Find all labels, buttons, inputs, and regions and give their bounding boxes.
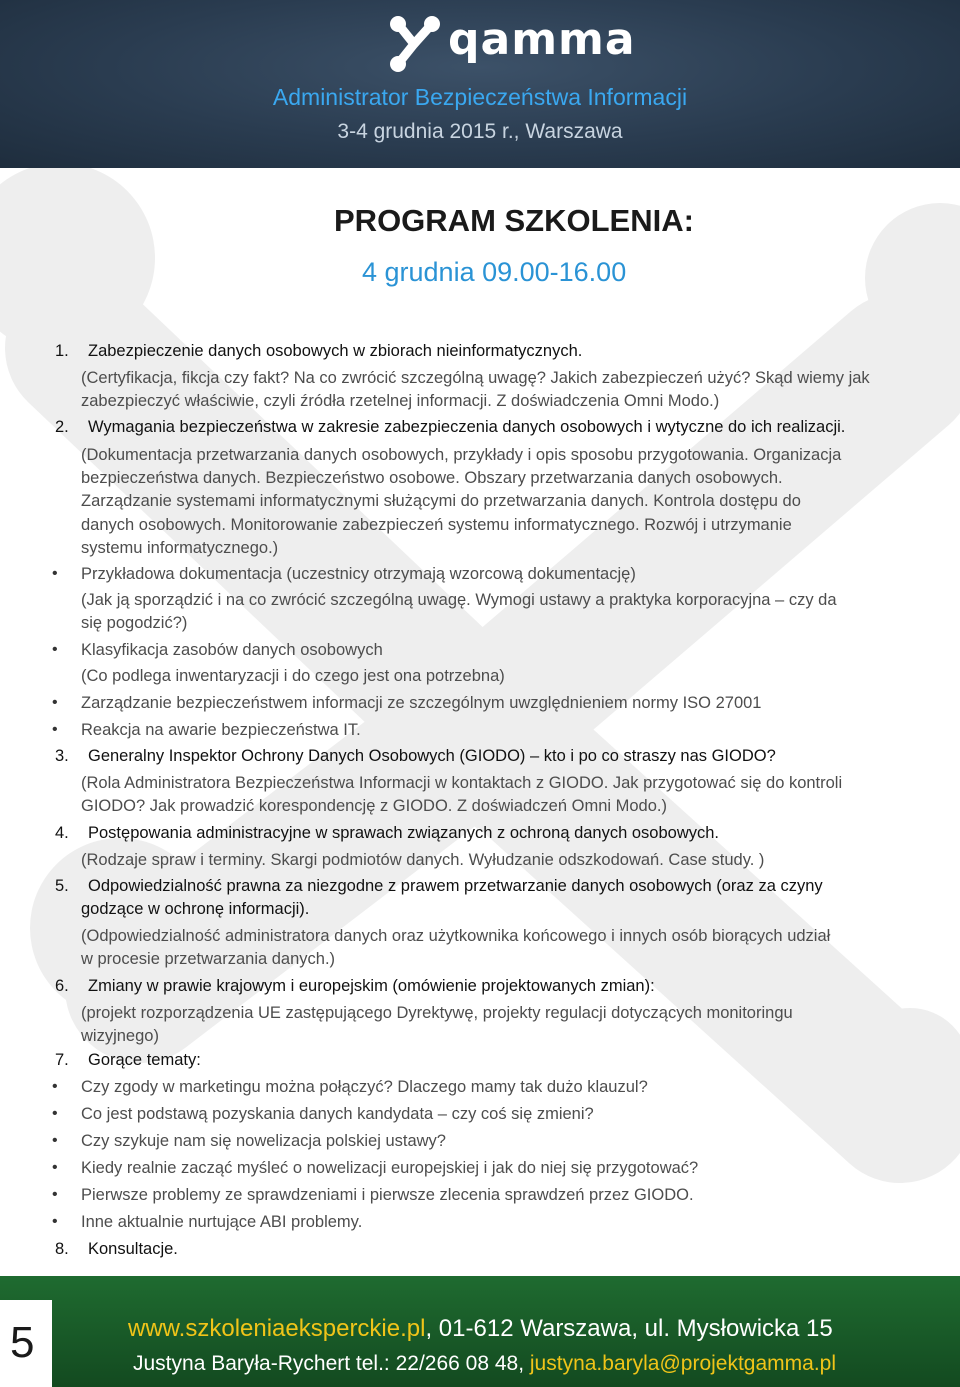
email-link[interactable]: justyna.baryla@projektgamma.pl <box>529 1352 837 1375</box>
section-number: 2. <box>55 418 69 436</box>
section-detail: GIODO? Jak prowadzić korespondencję z GIODO. Z doświadczeń Omni Modo.) <box>81 797 667 815</box>
section-number: 7. <box>55 1051 69 1069</box>
section-heading: Konsultacje. <box>88 1240 178 1258</box>
section-detail: Klasyfikacja zasobów danych osobowych <box>81 641 383 659</box>
bullet-icon: • <box>52 721 58 738</box>
section-heading: Generalny Inspektor Ochrony Danych Osobowych (GIODO) – kto i po co straszy nas GIODO? <box>88 747 776 765</box>
footer-contact: Justyna Baryła-Rychert tel.: 22/266 08 48, <box>133 1352 530 1375</box>
section-heading: Zabezpieczenie danych osobowych w zbiorach nieinformatycznych. <box>88 342 583 360</box>
section-number: 8. <box>55 1240 69 1258</box>
section-number: 6. <box>55 977 69 995</box>
bullet-icon: • <box>52 641 58 658</box>
logo-text: qamma <box>448 14 636 65</box>
section-heading: Zmiany w prawie krajowym i europejskim (omówienie projektowanych zmian): <box>88 977 655 995</box>
section-heading: Gorące tematy: <box>88 1051 201 1069</box>
section-detail: (Odpowiedzialność administratora danych oraz użytkownika końcowego i innych osób biorących udział <box>81 927 831 945</box>
section-detail: (Rola Administratora Bezpieczeństwa Informacji w kontaktach z GIODO. Jak przygotować się do kontroli <box>81 774 843 792</box>
section-detail: bezpieczeństwa danych. Bezpieczeństwo osobowe. Obszary przetwarzania danych osobowych. <box>81 469 783 487</box>
section-detail: Czy zgody w marketingu można połączyć? Dlaczego mamy tak dużo klauzul? <box>81 1078 648 1096</box>
bullet-icon: • <box>52 1213 58 1230</box>
bullet-icon: • <box>52 694 58 711</box>
section-detail: (projekt rozporządzenia UE zastępującego Dyrektywę, projekty regulacji dotyczących monitoringu <box>81 1004 793 1022</box>
section-number: 1. <box>55 342 69 360</box>
footer-website-line <box>128 1315 833 1343</box>
section-heading: Postępowania administracyjne w sprawach związanych z ochroną danych osobowych. <box>88 824 719 842</box>
bullet-icon: • <box>52 1078 58 1095</box>
course-date-place: 3-4 grudnia 2015 r., Warszawa <box>337 120 623 143</box>
section-detail: (Jak ją sporządzić i na co zwrócić szczególną uwagę. Wymogi ustawy a praktyka korporacyjna – czy da <box>81 591 837 609</box>
section-detail: Reakcja na awarie bezpieczeństwa IT. <box>81 721 361 739</box>
section-detail: Czy szykuje nam się nowelizacja polskiej ustawy? <box>81 1132 446 1150</box>
section-detail: (Rodzaje spraw i terminy. Skargi podmiotów danych. Wyłudzanie odszkodowań. Case study. ) <box>81 851 765 869</box>
section-heading: Wymagania bezpieczeństwa w zakresie zabezpieczenia danych osobowych i wytyczne do ich realizacji. <box>88 418 846 436</box>
section-detail: Przykładowa dokumentacja (uczestnicy otrzymają wzorcową dokumentację) <box>81 565 636 583</box>
section-detail: (Dokumentacja przetwarzania danych osobowych, przykłady i opis sposobu przygotowania. Organizacja <box>81 446 842 464</box>
section-heading: Odpowiedzialność prawna za niezgodne z prawem przetwarzanie danych osobowych (oraz za czyny <box>88 877 823 895</box>
footer-address: , 01-612 Warszawa, ul. Mysłowicka 15 <box>425 1315 833 1342</box>
section-detail: (Co podlega inwentaryzacji i do czego jest ona potrzebna) <box>81 667 505 685</box>
page-number: 5 <box>10 1318 35 1367</box>
section-detail: Zarządzanie bezpieczeństwem informacji ze szczególnym uwzględnieniem normy ISO 27001 <box>81 694 762 712</box>
section-detail: Inne aktualnie nurtujące ABI problemy. <box>81 1213 363 1231</box>
bullet-icon: • <box>52 1159 58 1176</box>
section-detail: danych osobowych. Monitorowanie zabezpieczeń systemu informatycznego. Rozwój i utrzymanie <box>81 516 792 534</box>
bullet-icon: • <box>52 1105 58 1122</box>
section-detail: się pogodzić?) <box>81 614 188 632</box>
footer-contact-line <box>133 1352 836 1376</box>
section-detail: w procesie przetwarzania danych.) <box>81 950 336 968</box>
section-detail: Co jest podstawą pozyskania danych kandydata – czy coś się zmieni? <box>81 1105 594 1123</box>
section-detail: Kiedy realnie zacząć myśleć o nowelizacji europejskiej i jak do niej się przygotować? <box>81 1159 699 1177</box>
section-number: 4. <box>55 824 69 842</box>
bullet-icon: • <box>52 565 58 582</box>
section-detail: Pierwsze problemy ze sprawdzeniami i pierwsze zlecenia sprawdzeń przez GIODO. <box>81 1186 694 1204</box>
section-number: 3. <box>55 747 69 765</box>
section-detail: Zarządzanie systemami informatycznymi służącymi do przetwarzania danych. Kontrola dostępu do <box>81 492 801 510</box>
section-detail: systemu informatycznego.) <box>81 539 279 557</box>
section-detail: (Certyfikacja, fikcja czy fakt? Na co zwrócić szczególną uwagę? Jakich zabezpieczeń użyć? Skąd wiemy jak <box>81 369 870 387</box>
program-date: 4 grudnia 09.00-16.00 <box>362 257 627 287</box>
section-detail: wizyjnego) <box>81 1027 159 1045</box>
website-link[interactable]: www.szkoleniaeksperckie.pl <box>128 1315 426 1342</box>
bullet-icon: • <box>52 1186 58 1203</box>
header-banner <box>0 0 960 168</box>
section-number: 5. <box>55 877 69 895</box>
section-heading: godzące w ochronę informacji). <box>81 900 310 918</box>
section-detail: zabezpieczyć właściwie, czyli źródła rzetelnej informacji. Z doświadczenia Omni Modo.) <box>81 392 720 410</box>
bullet-icon: • <box>52 1132 58 1149</box>
program-title: PROGRAM SZKOLENIA: <box>334 203 694 238</box>
course-title: Administrator Bezpieczeństwa Informacji <box>272 84 688 110</box>
